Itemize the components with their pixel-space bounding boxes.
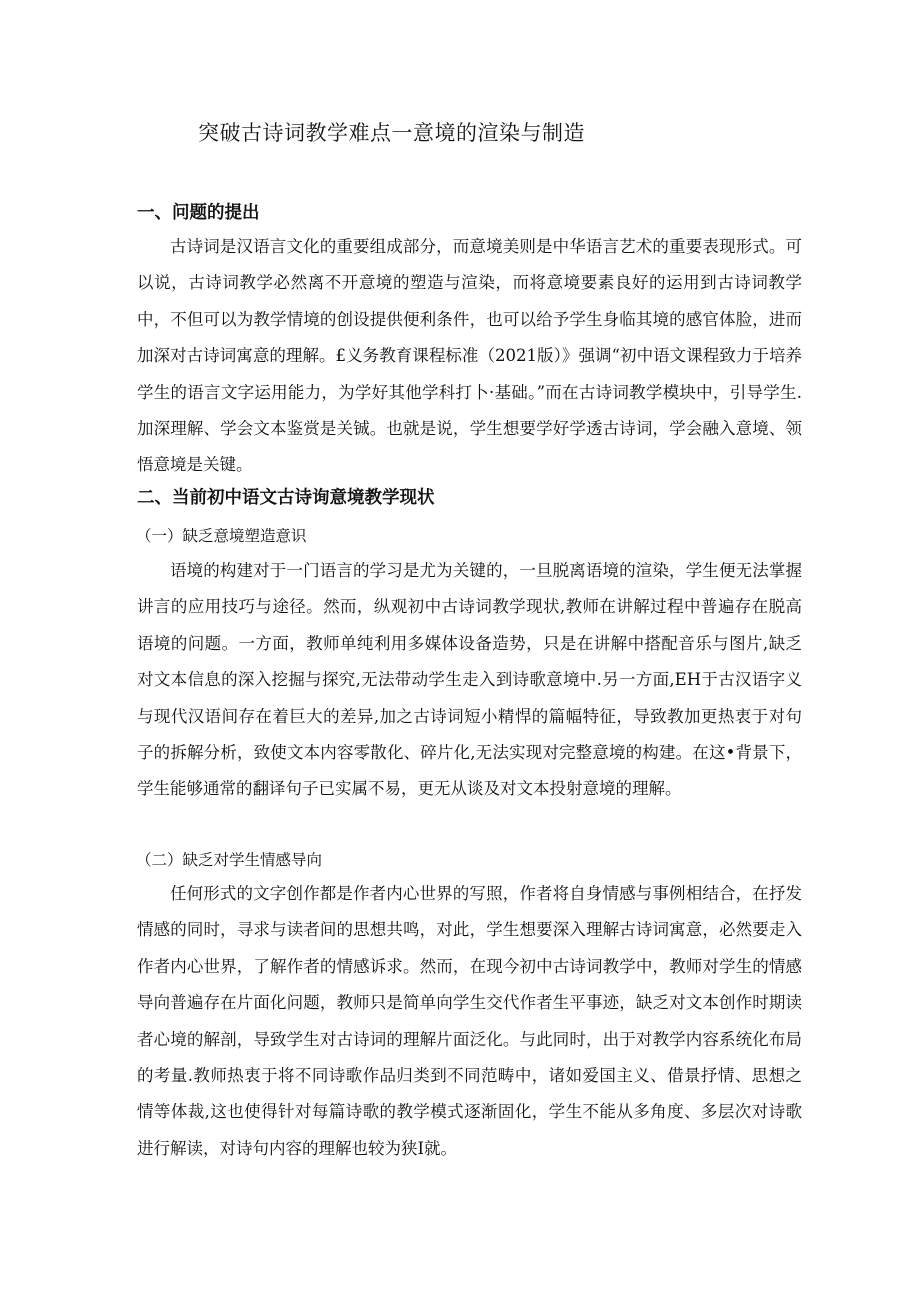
subsection-1-heading: （一）缺乏意境塑造意识 [136, 527, 307, 545]
subsection-2-paragraph: 任何形式的文字创作都是作者内心世界的写照，作者将自身情感与事例相结合，在抒发情感的同时，寻求与读者间的思想共鸣，对此，学生想要深入理解古诗词寓意，必然要走入作者内心世界，了解作者的情感诉求。然而，在现今初中古诗词教学中，教师对学生的情感导向普遍存在片面化问题，教师只是简单向学生交代作者生平事迹，缺乏对文本创作时期读者心境的解剖，导致学生对古诗词的理解片面泛化。与此同时，出于对教学内容系统化布局的考量.教师热衷于将不同诗歌作品归类到不同范畴中，诸如爱国主义、借景抒情、思想之情等体裁,这也使得针对每篇诗歌的教学模式逐渐固化，学生不能从多角度、多层次对诗歌进行解读，对诗句内容的理解也较为狭I就。 [137, 884, 802, 1158]
section-1-paragraph: 古诗词是汉语言文化的重要组成部分，而意境美则是中华语言艺术的重要表现形式。可以说，古诗词教学必然离不开意境的塑造与渲染，而将意境要素良好的运用到古诗词教学中，不但可以为教学情境的创设提供便利条件，也可以给予学生身临其境的感官体脸，进而加深对古诗词寓意的理解。£义务教育课程标准（2021版）》强调“初中语文课程致力于培养学生的语言文字运用能力，为学好其他学科打卜·基础。”而在古诗词教学模块中，引导学生.加深理解、学会文本鉴赏是关铖。也就是说，学生想要学好学透古诗词，学会融入意境、领悟意境是关键。 [137, 237, 802, 475]
section-1-heading: 一、问题的提出 [137, 203, 260, 223]
subsection-2-heading: （二）缺乏对学生情感导向 [136, 851, 323, 869]
section-2-heading: 二、当前初中语文古诗询意境教学现状 [137, 488, 435, 508]
document-title: 突破古诗词教学难点一意境的渲染与制造 [198, 121, 585, 145]
subsection-1-paragraph: 语境的构建对于一门语言的学习是尤为关键的，一旦脱离语境的渲染，学生便无法掌握讲言的应用技巧与途径。然而，纵观初中古诗词教学现状,教师在讲解过程中普遍存在脱高语境的问题。一方面，教师单纯利用多媒体设备造势，只是在讲解中搭配音乐与图片,缺乏对文本信息的深入挖掘与探究,无法带动学生走入到诗歌意境中.另一方面,EH于古汉语字义与现代汉语间存在着巨大的差异,加之古诗词短小精悍的篇幅特征，导致教加更热衷于对句子的拆解分析，致使文本内容零散化、碎片化,无法实现对完整意境的构建。在这•背景下，学生能够通常的翻译句子已实属不易，更无从谈及对文本投射意境的理解。 [137, 561, 802, 799]
